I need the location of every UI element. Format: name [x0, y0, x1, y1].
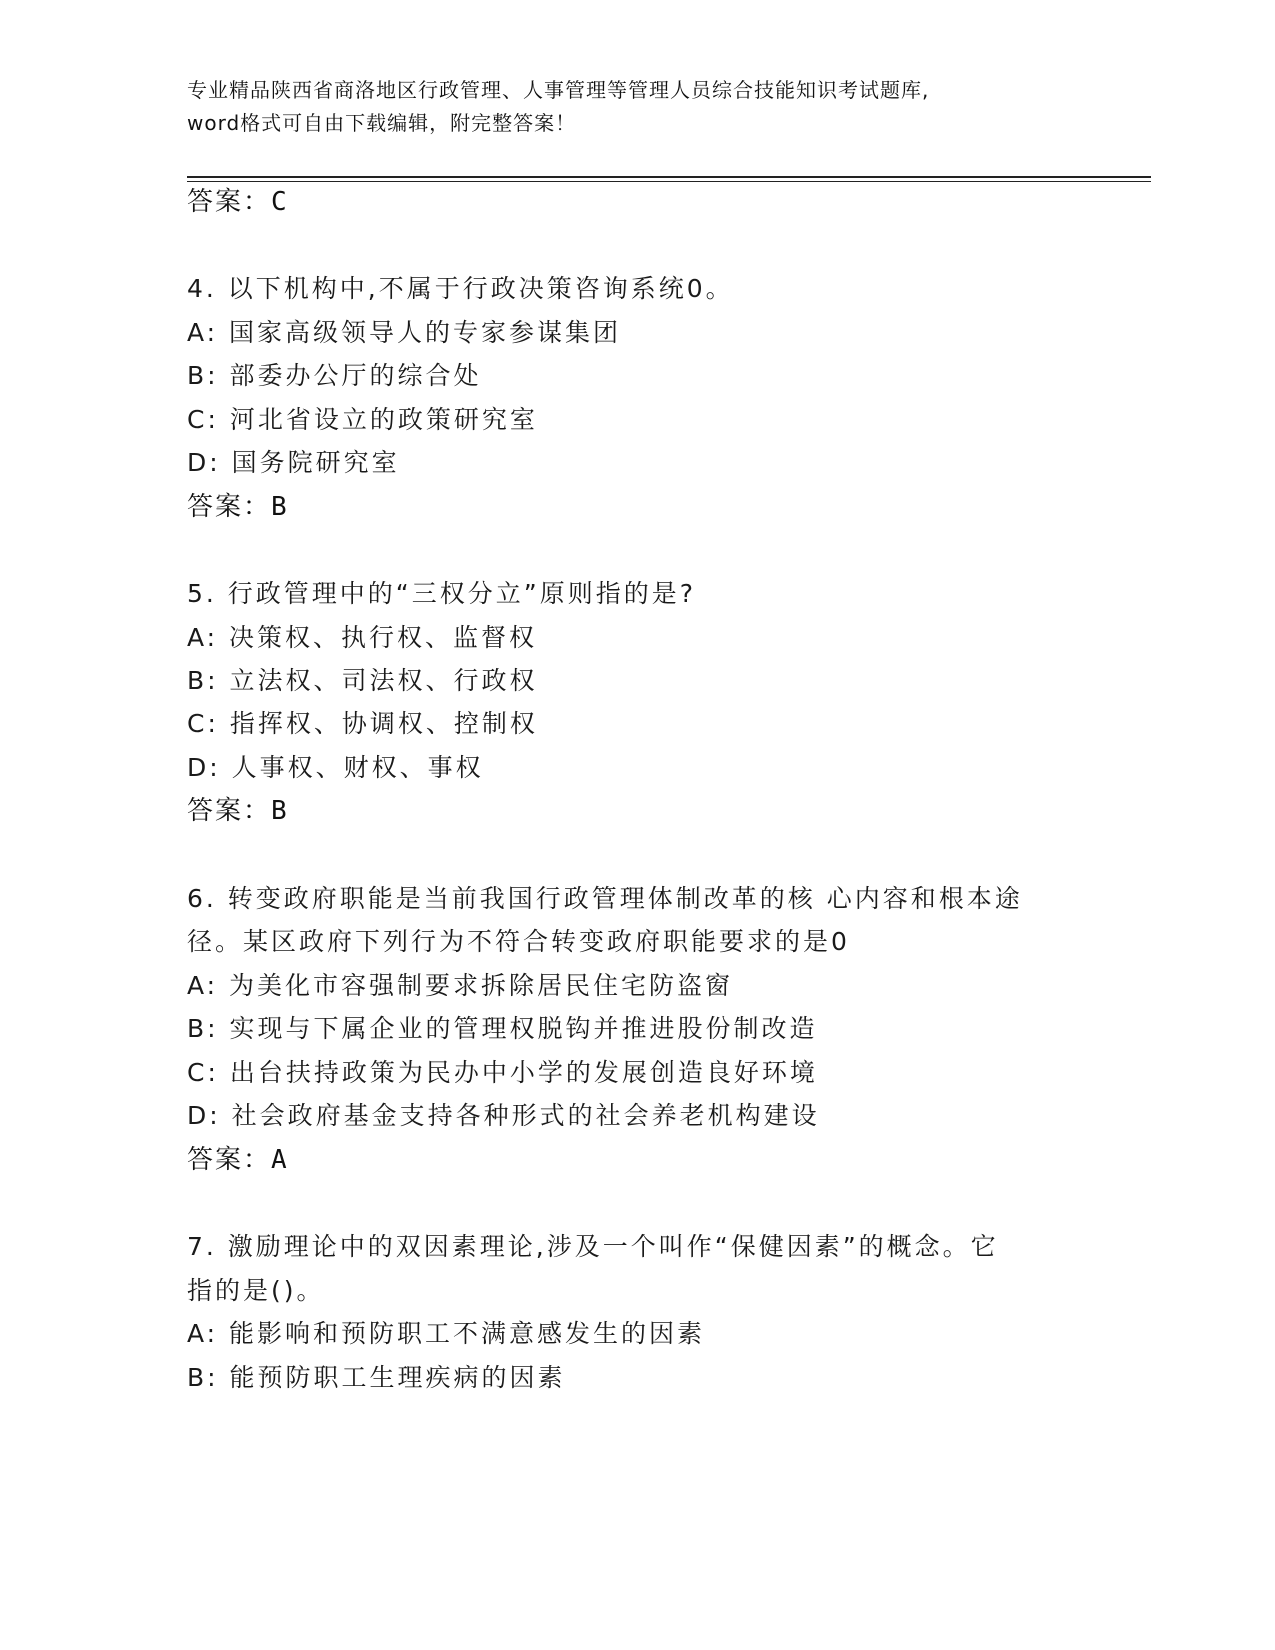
- question-option: B: 立法权、司法权、行政权: [187, 666, 538, 695]
- question-option: B: 实现与下属企业的管理权脱钩并推进股份制改造: [187, 1014, 818, 1043]
- answer-label: 答案：: [187, 492, 272, 522]
- question-option: A: 国家高级领导人的专家参谋集团: [187, 318, 622, 347]
- answer-label: 答案：: [187, 1145, 272, 1175]
- question-option: D: 国务院研究室: [187, 448, 400, 477]
- question-option: A: 为美化市容强制要求拆除居民住宅防盗窗: [187, 971, 734, 1000]
- header-divider: [187, 176, 1151, 182]
- answer-value: C: [271, 187, 287, 217]
- question-stem: 6. 转变政府职能是当前我国行政管理体制改革的核 心内容和根本途: [187, 884, 1023, 913]
- header-title-line-2: word格式可自由下载编辑，附完整答案！: [187, 111, 577, 135]
- question-option: C: 出台扶持政策为民办中小学的发展创造良好环境: [187, 1058, 818, 1087]
- question-stem-continued: 径。某区政府下列行为不符合转变政府职能要求的是0: [187, 927, 850, 956]
- document-header: [187, 74, 1087, 140]
- question-option: C: 指挥权、协调权、控制权: [187, 709, 538, 738]
- question-stem: 4. 以下机构中,不属于行政决策咨询系统0。: [187, 274, 734, 303]
- question-stem: 5. 行政管理中的“三权分立”原则指的是?: [187, 579, 696, 608]
- question-stem: 7. 激励理论中的双因素理论,涉及一个叫作“保健因素”的概念。它: [187, 1232, 999, 1261]
- question-option: D: 社会政府基金支持各种形式的社会养老机构建设: [187, 1101, 820, 1130]
- answer-value: A: [271, 1145, 287, 1175]
- question-option: C: 河北省设立的政策研究室: [187, 405, 538, 434]
- answer-label: 答案：: [187, 796, 272, 826]
- answer-label: 答案：: [187, 187, 272, 217]
- question-option: A: 能影响和预防职工不满意感发生的因素: [187, 1319, 706, 1348]
- answer-line: [187, 795, 287, 827]
- answer-line: [187, 491, 287, 523]
- question-option: D: 人事权、财权、事权: [187, 753, 484, 782]
- answer-value: B: [271, 796, 287, 826]
- question-option: B: 能预防职工生理疾病的因素: [187, 1363, 566, 1392]
- answer-value: B: [271, 492, 287, 522]
- answer-line: [187, 1144, 287, 1176]
- header-title-line-1: 专业精品陕西省商洛地区行政管理、人事管理等管理人员综合技能知识考试题库,: [187, 78, 930, 102]
- question-stem-continued: 指的是()。: [187, 1276, 325, 1305]
- question-option: A: 决策权、执行权、监督权: [187, 623, 538, 652]
- answer-line: [187, 186, 287, 218]
- question-option: B: 部委办公厅的综合处: [187, 361, 482, 390]
